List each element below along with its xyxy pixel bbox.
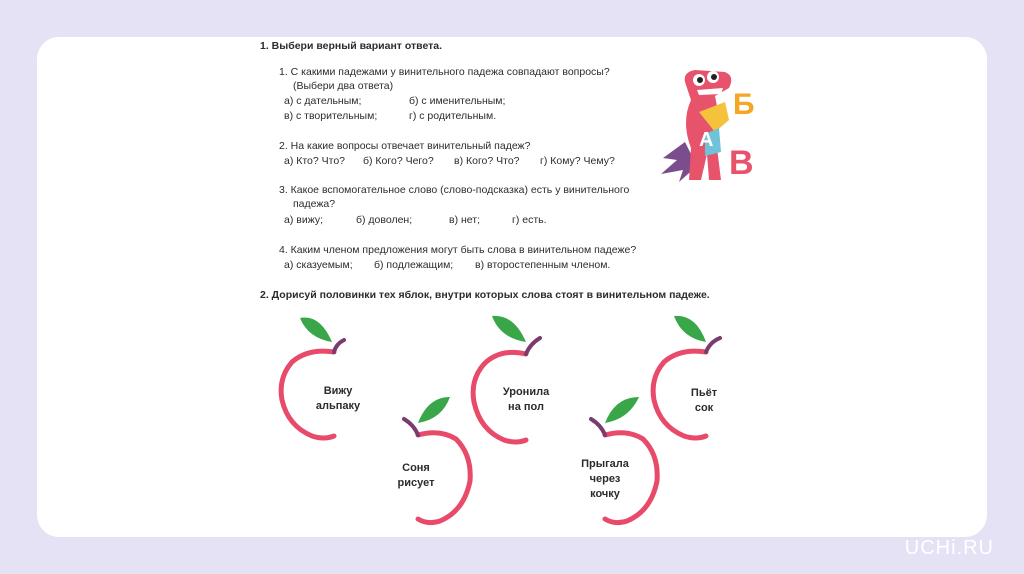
letter-v: В: [729, 144, 754, 182]
question-2: 2. На какие вопросы отвечает винительный падеж?: [279, 140, 531, 152]
q3-option-c[interactable]: в) нет;: [449, 214, 481, 226]
q3-option-b[interactable]: б) доволен;: [356, 214, 413, 226]
apple-half-icon: [650, 312, 770, 447]
question-4: 4. Каким членом предложения могут быть слова в винительном падеже?: [279, 244, 637, 256]
q2-option-a[interactable]: а) Кто? Что?: [284, 155, 346, 167]
apple-2-label: Соня рисует: [397, 462, 435, 489]
q4-option-a[interactable]: а) сказуемым;: [284, 259, 353, 271]
q4-option-c[interactable]: в) второстепенным членом.: [475, 259, 611, 271]
uchi-ru-watermark: UCHi.RU: [904, 537, 994, 559]
q1-option-d[interactable]: г) с родительным.: [409, 110, 497, 122]
apple-3[interactable]: [470, 312, 590, 447]
q2-option-b[interactable]: б) Кого? Чего?: [363, 155, 434, 167]
apple-5[interactable]: [650, 312, 770, 447]
letter-b: Б: [733, 88, 755, 121]
letter-a: А: [699, 129, 714, 151]
q1-option-b[interactable]: б) с именительным;: [409, 95, 506, 107]
apple-1[interactable]: [278, 312, 398, 442]
apple-1-label: Вижу альпаку: [315, 385, 361, 412]
q3-option-d[interactable]: г) есть.: [512, 214, 547, 226]
q3-option-a[interactable]: а) вижу;: [284, 214, 324, 226]
q1-option-c[interactable]: в) с творительным;: [284, 110, 378, 122]
question-3-cont: падежа?: [293, 198, 336, 210]
apple-half-icon: [278, 312, 398, 442]
apple-4-label: Прыгала через кочку: [581, 458, 629, 500]
task1-heading: 1. Выбери верный вариант ответа.: [260, 40, 443, 52]
apple-half-icon: [470, 312, 590, 447]
question-1-note: (Выбери два ответа): [293, 80, 394, 92]
dinosaur-mascot-icon: [655, 62, 765, 188]
task2-heading: 2. Дорисуй половинки тех яблок, внутри которых слова стоят в винительном падеже.: [260, 289, 710, 301]
question-1: 1. С какими падежами у винительного падежа совпадают вопросы?: [279, 66, 610, 78]
q1-option-a[interactable]: а) с дательным;: [284, 95, 362, 107]
q2-option-d[interactable]: г) Кому? Чему?: [540, 155, 615, 167]
question-3: 3. Какое вспомогательное слово (слово-подсказка) есть у винительного: [279, 184, 630, 196]
q2-option-c[interactable]: в) Кого? Что?: [454, 155, 520, 167]
apple-5-label: Пьёт сок: [690, 387, 718, 414]
q4-option-b[interactable]: б) подлежащим;: [374, 259, 454, 271]
apple-3-label: Уронила на пол: [502, 386, 550, 413]
